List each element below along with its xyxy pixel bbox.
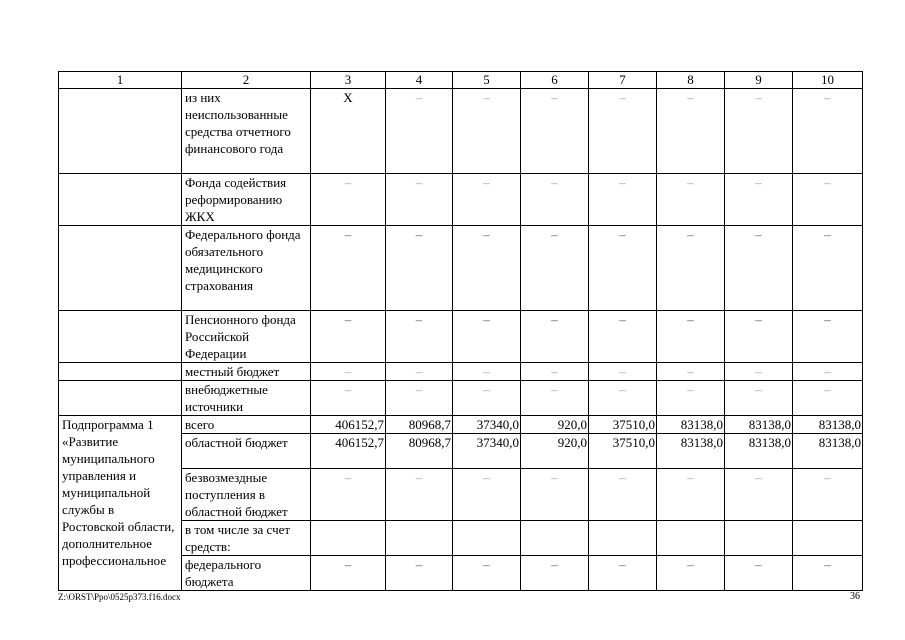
table-row	[59, 226, 863, 311]
cell-value: –	[311, 381, 386, 416]
cell-value: –	[793, 89, 863, 174]
cell-value: –	[386, 556, 453, 591]
cell-value: –	[589, 226, 657, 311]
row-label: Пенсионного фонда Российской Федерации	[182, 311, 311, 363]
cell-value: –	[453, 311, 521, 363]
cell-value	[311, 521, 386, 556]
cell-value: –	[453, 363, 521, 381]
cell-value: –	[589, 311, 657, 363]
table-row	[59, 363, 863, 381]
cell-value: –	[589, 89, 657, 174]
cell-value: –	[793, 311, 863, 363]
cell-value: 920,0	[521, 434, 589, 469]
cell-value	[386, 521, 453, 556]
cell-value: 37340,0	[453, 416, 521, 434]
cell-value: –	[453, 174, 521, 226]
row-label: внебюджетные источники	[182, 381, 311, 416]
row-label: из них неиспользованные средства отчетного финансового года	[182, 89, 311, 174]
page-number: 36	[850, 591, 860, 602]
cell-value: –	[657, 363, 725, 381]
cell-value: –	[793, 381, 863, 416]
table-row	[59, 89, 863, 174]
cell-value: –	[521, 556, 589, 591]
cell-value: –	[725, 89, 793, 174]
cell-value: –	[589, 556, 657, 591]
cell-value: –	[793, 363, 863, 381]
cell-value: –	[725, 311, 793, 363]
cell-value: –	[521, 311, 589, 363]
row-label: безвозмездные поступления в областной бюджет	[182, 469, 311, 521]
cell-value	[453, 521, 521, 556]
row-label: Фонда содействия реформированию ЖКХ	[182, 174, 311, 226]
cell-value	[521, 521, 589, 556]
cell-value: –	[386, 89, 453, 174]
row-empty-cell	[59, 363, 182, 381]
cell-value: –	[521, 363, 589, 381]
column-header: 6	[521, 72, 589, 89]
cell-value: –	[793, 174, 863, 226]
page-footer	[58, 591, 862, 603]
row-empty-cell	[59, 381, 182, 416]
cell-value: –	[386, 381, 453, 416]
cell-value: –	[657, 381, 725, 416]
row-label: Федерального фонда обязательного медицинского страхования	[182, 226, 311, 311]
cell-value: –	[311, 556, 386, 591]
row-label: областной бюджет	[182, 434, 311, 469]
cell-value: 80968,7	[386, 416, 453, 434]
cell-value: –	[521, 469, 589, 521]
cell-value: 406152,7	[311, 416, 386, 434]
cell-value: 83138,0	[725, 434, 793, 469]
cell-value: –	[311, 174, 386, 226]
cell-value: –	[725, 556, 793, 591]
subprogram-label: Подпрограмма 1 «Развитие муниципального управления и муниципальной службы в Ростовской области, дополнительное профессиональное	[59, 416, 182, 591]
cell-value: –	[793, 226, 863, 311]
cell-value	[725, 521, 793, 556]
column-header: 9	[725, 72, 793, 89]
cell-value	[793, 521, 863, 556]
cell-value: –	[657, 311, 725, 363]
cell-value: –	[521, 174, 589, 226]
table-row	[59, 381, 863, 416]
column-header: 1	[59, 72, 182, 89]
cell-value: –	[453, 226, 521, 311]
cell-value: –	[521, 381, 589, 416]
cell-value: –	[725, 469, 793, 521]
cell-value: Х	[311, 89, 386, 174]
cell-value: 37510,0	[589, 434, 657, 469]
cell-value: –	[386, 174, 453, 226]
budget-table-sheet	[58, 71, 862, 591]
cell-value: –	[311, 311, 386, 363]
column-header: 2	[182, 72, 311, 89]
cell-value: –	[657, 556, 725, 591]
row-label: всего	[182, 416, 311, 434]
file-path: Z:\ORST\Ppo\0525p373.f16.docx	[58, 592, 181, 602]
cell-value: –	[725, 363, 793, 381]
cell-value: –	[386, 311, 453, 363]
table-row	[59, 174, 863, 226]
row-label: федерального бюджета	[182, 556, 311, 591]
cell-value: –	[725, 226, 793, 311]
table-row	[59, 416, 863, 434]
row-empty-cell	[59, 89, 182, 174]
column-header: 5	[453, 72, 521, 89]
cell-value: –	[589, 381, 657, 416]
cell-value: 80968,7	[386, 434, 453, 469]
cell-value: –	[386, 469, 453, 521]
row-label: в том числе за счет средств:	[182, 521, 311, 556]
cell-value: –	[657, 226, 725, 311]
cell-value: –	[521, 226, 589, 311]
cell-value: –	[521, 89, 589, 174]
cell-value: –	[311, 469, 386, 521]
column-header: 7	[589, 72, 657, 89]
cell-value: 37510,0	[589, 416, 657, 434]
column-header: 3	[311, 72, 386, 89]
cell-value: –	[725, 381, 793, 416]
cell-value: 83138,0	[793, 416, 863, 434]
cell-value: –	[793, 469, 863, 521]
cell-value: –	[589, 469, 657, 521]
cell-value: –	[657, 89, 725, 174]
cell-value: –	[311, 226, 386, 311]
column-header: 10	[793, 72, 863, 89]
cell-value: –	[453, 89, 521, 174]
cell-value: 83138,0	[725, 416, 793, 434]
header-row	[59, 72, 863, 89]
cell-value: 37340,0	[453, 434, 521, 469]
cell-value	[589, 521, 657, 556]
row-empty-cell	[59, 311, 182, 363]
cell-value: –	[311, 363, 386, 381]
cell-value: 83138,0	[657, 434, 725, 469]
column-header: 4	[386, 72, 453, 89]
cell-value: –	[386, 226, 453, 311]
cell-value: –	[657, 469, 725, 521]
cell-value: –	[589, 363, 657, 381]
row-empty-cell	[59, 226, 182, 311]
cell-value: –	[793, 556, 863, 591]
cell-value: –	[453, 381, 521, 416]
row-empty-cell	[59, 174, 182, 226]
cell-value: 406152,7	[311, 434, 386, 469]
cell-value: –	[453, 556, 521, 591]
cell-value: 83138,0	[793, 434, 863, 469]
row-label: местный бюджет	[182, 363, 311, 381]
cell-value: –	[725, 174, 793, 226]
budget-table	[58, 71, 863, 591]
cell-value: –	[589, 174, 657, 226]
cell-value: 83138,0	[657, 416, 725, 434]
cell-value: –	[657, 174, 725, 226]
cell-value: –	[386, 363, 453, 381]
cell-value	[657, 521, 725, 556]
table-row	[59, 311, 863, 363]
cell-value: 920,0	[521, 416, 589, 434]
column-header: 8	[657, 72, 725, 89]
cell-value: –	[453, 469, 521, 521]
